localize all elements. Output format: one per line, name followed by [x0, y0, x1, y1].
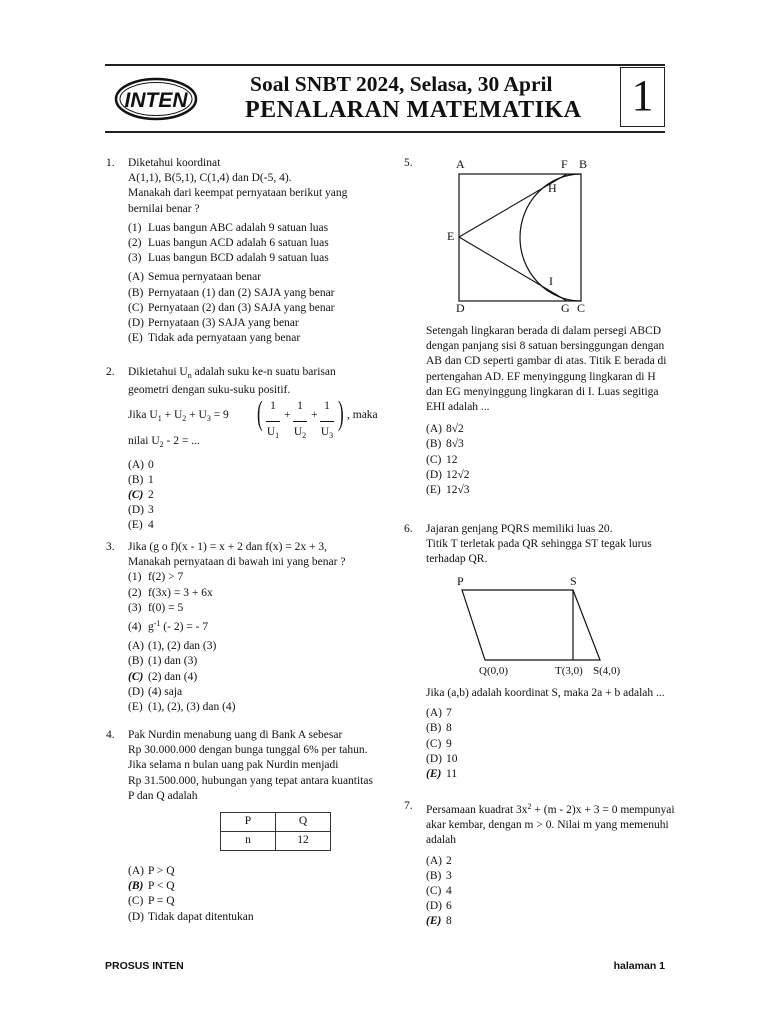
answer-option: (D) (4) saja [128, 685, 183, 698]
equation: Jika $U_1 + U_2 + U_3 = 9$ ( 1 $U_1$ + 1 $U_2$ + 1 $U_3$ ) , maka [128, 395, 378, 441]
answer-option: (A) 2 [426, 854, 452, 867]
statement-item: (4) $g^{-1}$ (- 2) = - 7 [128, 619, 209, 634]
label-t: T(3,0) [555, 665, 583, 677]
table-cell: n [221, 832, 276, 851]
svg-text:INTEN: INTEN [124, 89, 188, 112]
question-4-options [128, 864, 378, 925]
header-top-rule [105, 64, 665, 66]
answer-option: (E) (1), (2), (3) dan (4) [128, 701, 236, 714]
answer-option: (B) 8 [426, 722, 452, 735]
statement-item: (2) f(3x) = 3 + 6x [128, 586, 213, 599]
answer-option: (B) 3 [426, 869, 452, 882]
label-a: A [456, 157, 465, 171]
answer-option: (B) (1) dan (3) [128, 655, 198, 668]
page-number-box: 1 [620, 67, 665, 127]
question-text: Jajaran genjang PQRS memiliki luas 20. [426, 523, 613, 535]
question-6 [404, 522, 674, 568]
question-number: 2. [106, 366, 115, 378]
label-d: D [456, 301, 465, 315]
question-text: dengan panjang sisi 8 satuan bersinggungan dengan [426, 340, 665, 353]
answer-option: (A) P > Q [128, 865, 175, 877]
label-i: I [549, 274, 553, 288]
question-text: pertengahan AD. EF menyinggung lingkaran di H [426, 370, 656, 383]
question-text: Persamaan kuadrat $3x^2 + (m - 2)x + 3 = 0$ mempunyai [426, 802, 675, 816]
answer-option-selected: (E) 8 [426, 915, 452, 928]
answer-option: (D) 12√2 [426, 468, 470, 481]
answer-option: (A) 8√2 [426, 423, 464, 436]
answer-option: (E) 12√3 [426, 484, 470, 497]
table-cell: 12 [276, 832, 331, 851]
question-number: 4. [106, 729, 115, 741]
page-subtitle: PENALARAN MATEMATIKA [245, 97, 582, 123]
answer-option: (E) Tidak ada pernyataan yang benar [128, 332, 301, 345]
label-b: B [579, 157, 588, 171]
question-text: Manakah dari keempat pernyataan berikut yang [128, 187, 348, 200]
parallelogram-figure [440, 572, 640, 680]
answer-option: (B) Pernyataan (1) dan (2) SAJA yang benar [128, 286, 335, 299]
question-number: 6. [404, 523, 413, 535]
question-text: Diketahui koordinat [128, 157, 221, 169]
label-h: H [548, 181, 557, 195]
question-text: nilai $U_2 - 2$ = ... [128, 435, 200, 450]
tangent-eg [459, 237, 567, 301]
question-text: akar kembar, dengan m > 0. Nilai m yang memenuhi [426, 819, 669, 832]
question-text: Jika selama n bulan uang pak Nurdin menjadi [128, 759, 339, 772]
question-7 [404, 799, 674, 930]
question-text: geometri dengan suku-suku positif. [128, 384, 291, 397]
label-c: C [577, 301, 586, 315]
answer-option: (A) 0 [128, 458, 154, 471]
question-2 [106, 365, 376, 534]
question-text: Setengah lingkaran berada di dalam persegi ABCD [426, 325, 662, 337]
question-4 [106, 728, 376, 804]
question-number: 1. [106, 157, 115, 169]
question-5-number [404, 156, 413, 171]
circle-square-figure [440, 156, 620, 316]
answer-option: (E) 4 [128, 519, 154, 532]
question-text: adalah [426, 834, 457, 847]
question-text: Manakah pernyataan di bawah ini yang benar ? [128, 556, 346, 569]
answer-option: (C) P = Q [128, 895, 175, 908]
question-text: A(1,1), B(5,1), C(1,4) dan D(-5, 4). [128, 172, 292, 185]
header-bottom-rule [105, 131, 665, 133]
inten-logo [114, 76, 198, 122]
answer-option: (C) 9 [426, 737, 452, 750]
footer-page-number: halaman 1 [613, 960, 665, 972]
page-title: Soal SNBT 2024, Selasa, 30 April [250, 72, 553, 96]
label-s: S [570, 574, 577, 588]
statement-item: (1) f(2) > 7 [128, 571, 184, 584]
question-text: Titik T terletak pada QR sehingga ST tegak lurus [426, 538, 652, 551]
question-6-body [426, 686, 676, 782]
answer-option: (C) Pernyataan (2) dan (3) SAJA yang benar [128, 301, 335, 314]
answer-option: (D) Tidak dapat ditentukan [128, 910, 254, 923]
question-text: Jika (a,b) adalah koordinat S, maka 2a + b adalah ... [426, 687, 665, 699]
question-number: 3. [106, 541, 115, 553]
answer-option: (A) 7 [426, 707, 452, 720]
label-p: P [457, 574, 464, 588]
label-e: E [447, 229, 455, 243]
answer-option: (D) Pernyataan (3) SAJA yang benar [128, 317, 299, 330]
question-3 [106, 540, 376, 715]
question-number: 7. [404, 800, 413, 812]
question-text: Jika (g o f)(x - 1) = x + 2 dan f(x) = 2x + 3, [128, 541, 328, 553]
question-text: terhadap QR. [426, 553, 488, 566]
question-text: AB dan CD seperti gambar di atas. Titik E berada di [426, 355, 667, 368]
answer-option: (A) Semua pernyataan benar [128, 271, 262, 284]
answer-option-selected: (C) (2) dan (4) [128, 670, 198, 683]
table-header: Q [276, 813, 331, 832]
statement-item: (2) Luas bangun ACD adalah 6 satuan luas [128, 237, 329, 250]
answer-option: (D) 3 [128, 504, 154, 517]
pq-table [220, 812, 331, 851]
question-text: Dikietahui $U_n$ adalah suku ke-n suatu barisan [128, 366, 336, 380]
answer-option: (D) 6 [426, 900, 452, 913]
label-r: S(4,0) [593, 665, 621, 677]
table-header: P [221, 813, 276, 832]
answer-option-selected: (B) P < Q [128, 880, 175, 893]
question-5 [426, 324, 671, 498]
footer-left: PROSUS INTEN [105, 960, 184, 972]
answer-option: (C) 4 [426, 885, 452, 898]
answer-option-selected: (E) 11 [426, 768, 458, 781]
question-text: dan EG menyinggung lingkaran di I. Luas segitiga [426, 385, 659, 398]
question-text: Rp 31.500.000, hubungan yang tepat antara kuantitas [128, 774, 373, 787]
question-text: P dan Q adalah [128, 789, 198, 802]
answer-option-selected: (C) 2 [128, 489, 154, 502]
question-number: 5. [404, 157, 413, 169]
answer-option: (A) (1), (2) dan (3) [128, 640, 217, 653]
statement-item: (3) f(0) = 5 [128, 601, 184, 614]
question-text: Pak Nurdin menabung uang di Bank A sebesar [128, 729, 343, 741]
question-text: bernilai benar ? [128, 202, 200, 215]
parallelogram-pqrs [462, 590, 600, 660]
label-f: F [561, 157, 568, 171]
label-q: Q(0,0) [479, 665, 509, 677]
answer-option: (C) 12 [426, 453, 458, 466]
question-text: Rp 30.000.000 dengan bunga tunggal 6% per tahun. [128, 744, 368, 757]
statement-item: (1) Luas bangun ABC adalah 9 satuan luas [128, 221, 329, 234]
question-1 [106, 156, 376, 346]
label-g: G [561, 301, 570, 315]
question-text: EHI adalah ... [426, 401, 490, 414]
answer-option: (D) 10 [426, 752, 458, 765]
answer-option: (B) 8√3 [426, 438, 464, 451]
statement-item: (3) Luas bangun BCD adalah 9 satuan luas [128, 252, 329, 265]
answer-option: (B) 1 [128, 473, 154, 486]
